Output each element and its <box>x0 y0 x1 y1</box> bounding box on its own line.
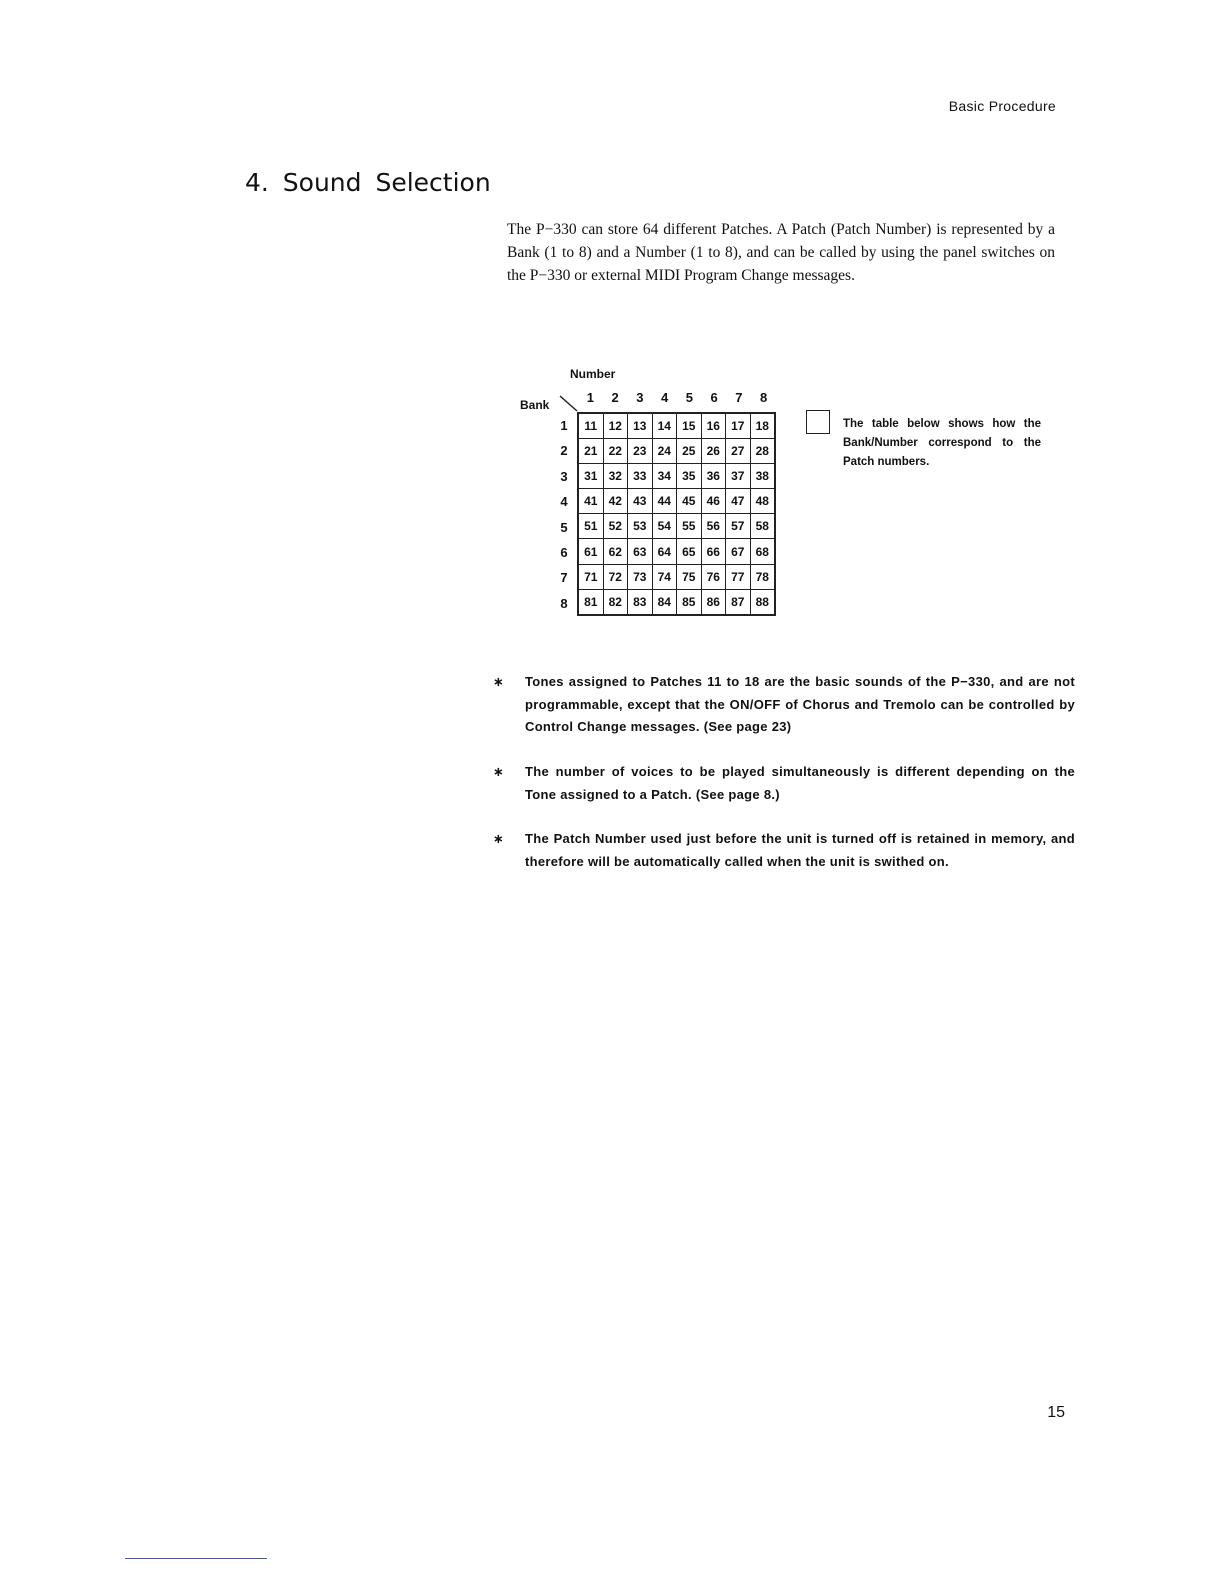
page-number: 15 <box>1047 1404 1065 1421</box>
patch-cell: 82 <box>603 589 628 615</box>
patch-cell: 62 <box>603 539 628 564</box>
patch-cell: 26 <box>701 439 726 464</box>
column-headers <box>578 390 776 405</box>
patch-cell: 71 <box>578 564 603 589</box>
row-header: 3 <box>560 468 568 484</box>
row-header: 2 <box>560 443 568 459</box>
patch-cell: 53 <box>628 514 653 539</box>
intro-paragraph: The P−330 can store 64 different Patches. A Patch (Patch Number) is represented by a Bank (1 to 8) and a Number (1 to 8), and can be called by using the panel switches on the P−330 or external MIDI Program Change messages. <box>507 221 1055 284</box>
patch-cell: 88 <box>750 589 775 615</box>
column-header: 7 <box>735 390 743 405</box>
patch-cell: 25 <box>677 439 702 464</box>
patch-cell: 54 <box>652 514 677 539</box>
patch-cell: 37 <box>726 464 751 489</box>
section-title: 4. Sound Selection <box>245 168 491 197</box>
patch-cell: 15 <box>677 413 702 439</box>
patch-cell: 44 <box>652 489 677 514</box>
running-header: Basic Procedure <box>948 98 1056 114</box>
patch-cell: 51 <box>578 514 603 539</box>
patch-cell: 35 <box>677 464 702 489</box>
patch-cell: 45 <box>677 489 702 514</box>
asterisk-mark: ∗ <box>493 764 505 779</box>
corner-diagonal-line <box>558 394 580 414</box>
patch-cell: 61 <box>578 539 603 564</box>
table-row <box>578 413 775 439</box>
row-header: 7 <box>560 570 568 586</box>
patch-cell: 73 <box>628 564 653 589</box>
table-row <box>578 514 775 539</box>
patch-cell: 16 <box>701 413 726 439</box>
column-header: 2 <box>611 390 619 405</box>
patch-cell: 22 <box>603 439 628 464</box>
patch-cell: 78 <box>750 564 775 589</box>
patch-cell: 76 <box>701 564 726 589</box>
patch-cell: 48 <box>750 489 775 514</box>
patch-cell: 64 <box>652 539 677 564</box>
patch-cell: 27 <box>726 439 751 464</box>
patch-cell: 84 <box>652 589 677 615</box>
table-row <box>578 489 775 514</box>
column-header: 1 <box>586 390 594 405</box>
patch-cell: 87 <box>726 589 751 615</box>
patch-cell: 31 <box>578 464 603 489</box>
patch-cell: 11 <box>578 413 603 439</box>
patch-cell: 58 <box>750 514 775 539</box>
patch-cell: 52 <box>603 514 628 539</box>
patch-cell: 28 <box>750 439 775 464</box>
footnote-text: The number of voices to be played simultaneously is different depending on the Tone assigned to a Patch. (See page 8.) <box>525 764 1075 802</box>
patch-cell: 57 <box>726 514 751 539</box>
patch-cell: 65 <box>677 539 702 564</box>
footnote-text: Tones assigned to Patches 11 to 18 are the basic sounds of the P−330, and are not programmable, except that the ON/OFF of Chorus and Tremolo can be controlled by Control Change messages. (See page 23) <box>525 674 1075 734</box>
patch-cell: 68 <box>750 539 775 564</box>
row-header: 6 <box>560 544 568 560</box>
patch-number-table <box>577 412 776 616</box>
table-row <box>578 439 775 464</box>
patch-cell: 75 <box>677 564 702 589</box>
bottom-rule <box>125 1558 267 1559</box>
table-row <box>578 564 775 589</box>
patch-cell: 86 <box>701 589 726 615</box>
patch-cell: 23 <box>628 439 653 464</box>
note-box-icon <box>806 410 830 434</box>
footnote <box>493 761 1075 806</box>
table-note: The table below shows how the Bank/Number correspond to the Patch numbers. <box>843 418 1041 468</box>
row-header: 5 <box>560 519 568 535</box>
patch-cell: 55 <box>677 514 702 539</box>
table-row <box>578 589 775 615</box>
patch-cell: 66 <box>701 539 726 564</box>
footnote-text: The Patch Number used just before the unit is turned off is retained in memory, and therefore will be automatically called when the unit is swithed on. <box>525 831 1075 869</box>
patch-cell: 46 <box>701 489 726 514</box>
patch-cell: 14 <box>652 413 677 439</box>
table-row <box>578 464 775 489</box>
patch-cell: 47 <box>726 489 751 514</box>
patch-cell: 72 <box>603 564 628 589</box>
asterisk-mark: ∗ <box>493 674 505 689</box>
table-row <box>578 539 775 564</box>
patch-cell: 12 <box>603 413 628 439</box>
patch-cell: 83 <box>628 589 653 615</box>
patch-cell: 43 <box>628 489 653 514</box>
patch-cell: 34 <box>652 464 677 489</box>
column-header: 3 <box>636 390 644 405</box>
number-axis-label: Number <box>570 367 616 381</box>
row-headers <box>556 413 572 616</box>
patch-cell: 21 <box>578 439 603 464</box>
patch-cell: 36 <box>701 464 726 489</box>
patch-cell: 56 <box>701 514 726 539</box>
column-header: 6 <box>710 390 718 405</box>
patch-cell: 17 <box>726 413 751 439</box>
column-header: 5 <box>685 390 693 405</box>
patch-cell: 67 <box>726 539 751 564</box>
patch-cell: 32 <box>603 464 628 489</box>
patch-cell: 77 <box>726 564 751 589</box>
row-header: 4 <box>560 494 568 510</box>
asterisk-mark: ∗ <box>493 831 505 846</box>
patch-cell: 24 <box>652 439 677 464</box>
patch-cell: 33 <box>628 464 653 489</box>
patch-cell: 81 <box>578 589 603 615</box>
patch-cell: 38 <box>750 464 775 489</box>
patch-cell: 41 <box>578 489 603 514</box>
patch-cell: 85 <box>677 589 702 615</box>
patch-cell: 18 <box>750 413 775 439</box>
footnote <box>493 828 1075 873</box>
patch-cell: 63 <box>628 539 653 564</box>
row-header: 1 <box>560 418 568 433</box>
column-header: 4 <box>661 390 669 405</box>
patch-cell: 13 <box>628 413 653 439</box>
footnote <box>493 671 1075 739</box>
patch-cell: 42 <box>603 489 628 514</box>
column-header: 8 <box>760 390 768 405</box>
patch-cell: 74 <box>652 564 677 589</box>
bank-axis-label: Bank <box>520 398 550 412</box>
row-header: 8 <box>560 595 568 611</box>
